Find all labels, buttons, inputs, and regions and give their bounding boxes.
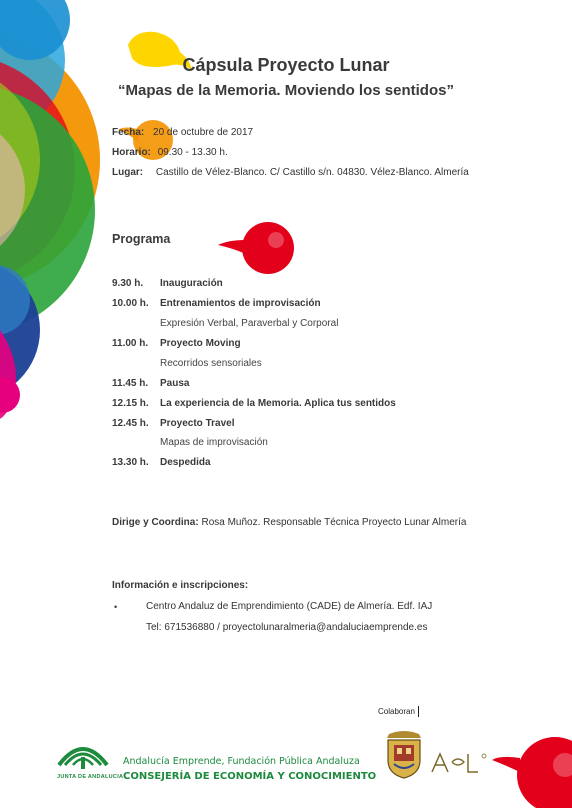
dirige-row: [112, 517, 466, 528]
agenda-subtitle: Expresión Verbal, Paraverbal y Corporal: [160, 318, 339, 329]
agenda-title: Pausa: [160, 378, 190, 389]
agenda-subtitle: Mapas de improvisación: [160, 437, 268, 448]
info-line-2[interactable]: Tel: 671536880 / proyectolunaralmeria@andaluciaemprende.es: [146, 622, 428, 633]
lugar-row: [112, 167, 469, 178]
horario-row: [112, 147, 228, 158]
junta-caption: JUNTA DE ANDALUCIA: [57, 774, 124, 780]
agenda-subtitle: Recorridos sensoriales: [160, 358, 262, 369]
page-subtitle: “Mapas de la Memoria. Moviendo los sentidos”: [118, 82, 454, 99]
agenda-time: 9.30 h.: [112, 278, 144, 289]
horario-value: 09.30 - 13.30 h.: [157, 147, 228, 158]
agenda-title: Inauguración: [160, 278, 223, 289]
org-line-1: Andalucía Emprende, Fundación Pública Andaluza: [123, 756, 360, 767]
agenda-time: 12.45 h.: [112, 418, 149, 429]
agenda-time: 10.00 h.: [112, 298, 149, 309]
dirige-value: Rosa Muñoz. Responsable Técnica Proyecto Lunar Almería: [201, 517, 467, 528]
agenda-title: Entrenamientos de improvisación: [160, 298, 321, 309]
info-heading: Información e inscripciones:: [112, 580, 249, 591]
agenda-time: 11.45 h.: [112, 378, 149, 389]
coat-of-arms-icon: [383, 728, 425, 780]
lugar-label: Lugar:: [112, 167, 144, 178]
org-line-2: CONSEJERÍA DE ECONOMÍA Y CONOCIMIENTO: [123, 771, 377, 782]
lugar-value: Castillo de Vélez-Blanco. C/ Castillo s/n. 04830. Vélez-Blanco. Almería: [155, 167, 469, 178]
colaboran-label: Colaboran: [378, 707, 415, 716]
horario-label: Horario:: [112, 147, 151, 158]
bullet-dot: •: [114, 602, 118, 612]
partner-logo-icon: [430, 750, 488, 776]
page-title: Cápsula Proyecto Lunar: [182, 55, 390, 75]
junta-andalucia-logo-icon: [55, 737, 111, 775]
text-cursor: [418, 706, 419, 717]
fecha-label: Fecha:: [112, 127, 145, 138]
agenda-time: 11.00 h.: [112, 338, 149, 349]
fecha-row: [112, 127, 253, 138]
agenda-title: Proyecto Moving: [160, 338, 241, 349]
programa-heading: Programa: [112, 232, 171, 246]
agenda-time: 12.15 h.: [112, 398, 149, 409]
fecha-value: 20 de octubre de 2017: [153, 127, 254, 138]
dirige-label: Dirige y Coordina:: [112, 517, 199, 528]
agenda-title: Despedida: [160, 457, 211, 468]
info-line-1: Centro Andaluz de Emprendimiento (CADE) de Almería. Edf. IAJ: [146, 601, 433, 612]
agenda-title: Proyecto Travel: [160, 418, 235, 429]
agenda-time: 13.30 h.: [112, 457, 149, 468]
agenda-title: La experiencia de la Memoria. Aplica tus sentidos: [160, 398, 396, 409]
